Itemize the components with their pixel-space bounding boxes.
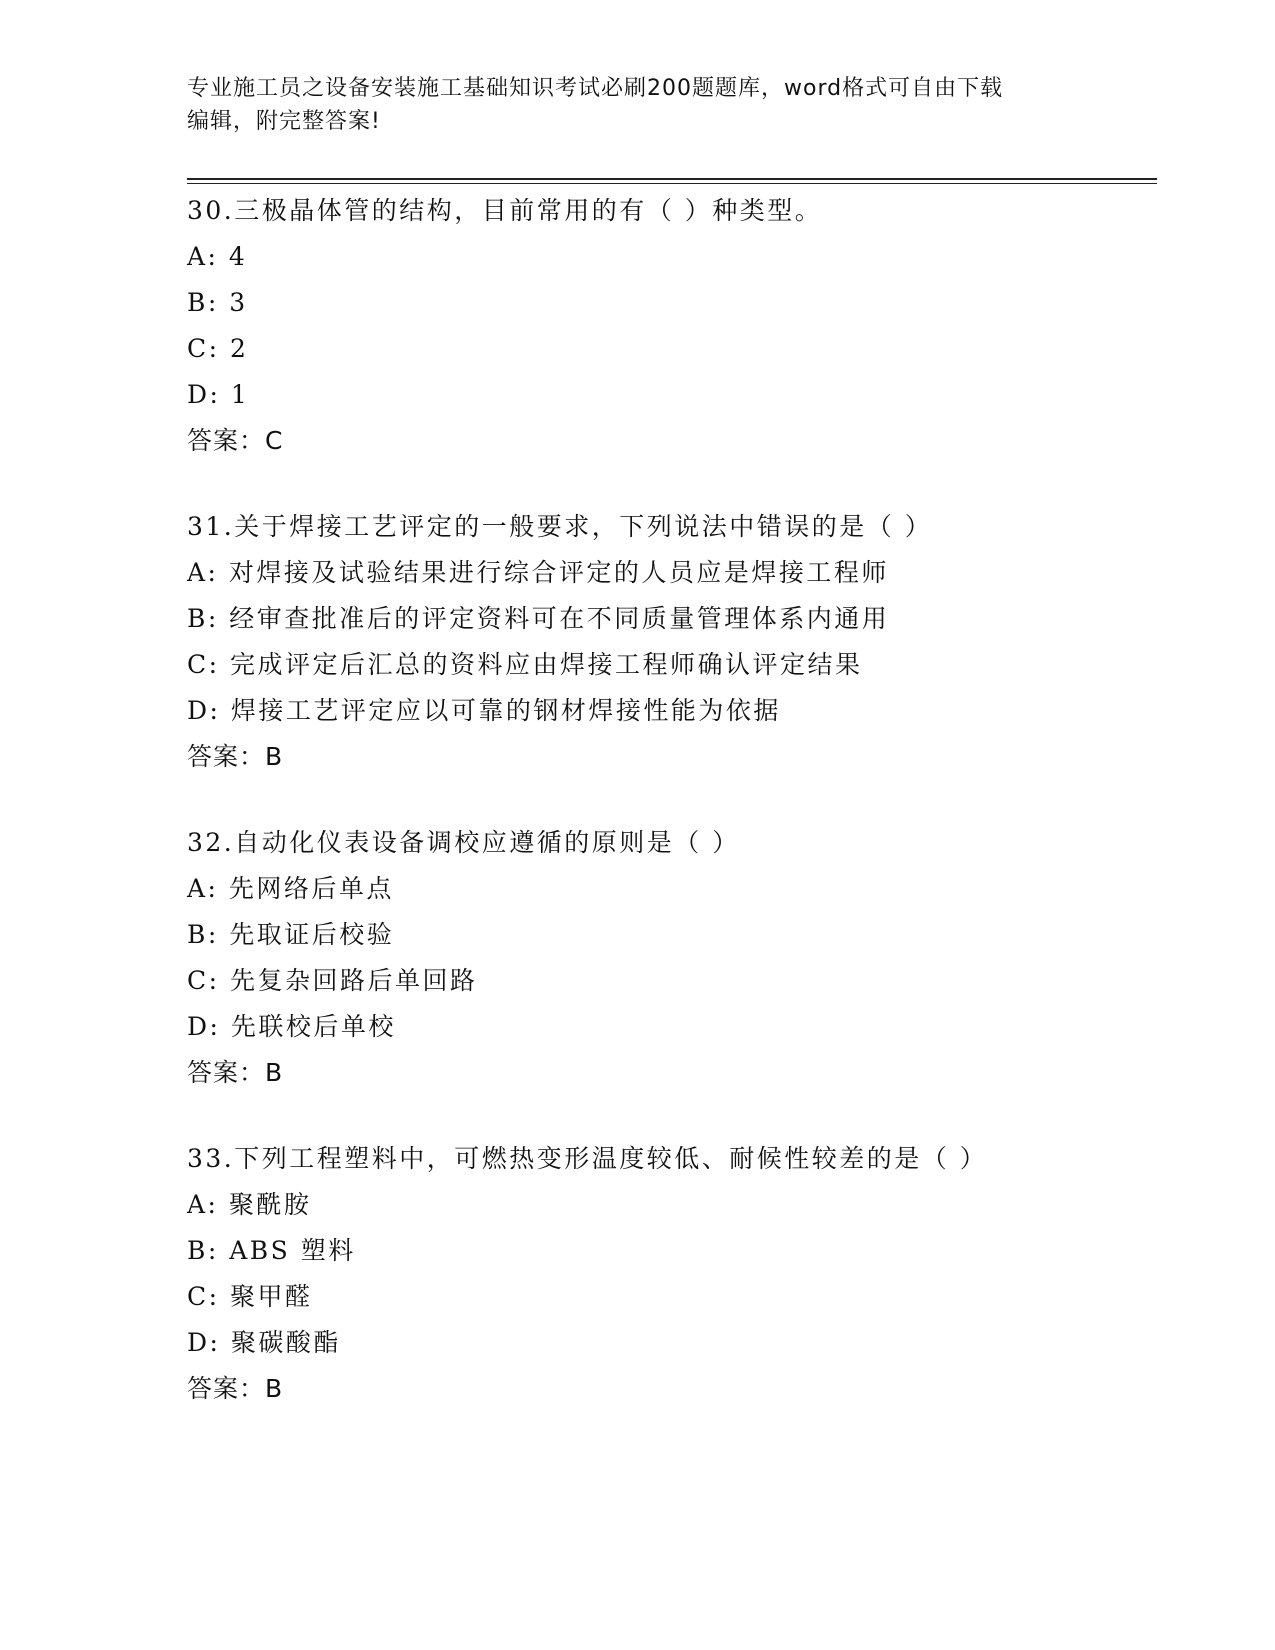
option-d: D: 1 xyxy=(187,380,250,409)
option-d: D: 聚碳酸酯 xyxy=(187,1328,341,1357)
question-31 xyxy=(187,504,1157,780)
header-title-line-1: 专业施工员之设备安装施工基础知识考试必刷200题题库，word格式可自由下载 xyxy=(187,76,1004,101)
question-stem: 32.自动化仪表设备调校应遵循的原则是（ ） xyxy=(187,828,740,857)
option-a: A: 先网络后单点 xyxy=(187,874,394,903)
option-c: C: 2 xyxy=(187,334,249,363)
document-header xyxy=(187,72,1087,138)
option-b: B: ABS 塑料 xyxy=(187,1236,356,1265)
option-a: A: 对焊接及试验结果进行综合评定的人员应是焊接工程师 xyxy=(187,558,889,587)
answer: 答案：B xyxy=(187,742,284,771)
option-d: D: 先联校后单校 xyxy=(187,1012,396,1041)
question-stem: 33.下列工程塑料中，可燃热变形温度较低、耐候性较差的是（ ） xyxy=(187,1144,988,1173)
option-a: A: 4 xyxy=(187,242,248,271)
option-b: B: 先取证后校验 xyxy=(187,920,395,949)
answer: 答案：B xyxy=(187,1374,284,1403)
option-c: C: 先复杂回路后单回路 xyxy=(187,966,478,995)
option-a: A: 聚酰胺 xyxy=(187,1190,312,1219)
option-c: C: 聚甲醛 xyxy=(187,1282,313,1311)
option-c: C: 完成评定后汇总的资料应由焊接工程师确认评定结果 xyxy=(187,650,863,679)
header-title-line-2: 编辑，附完整答案! xyxy=(187,109,381,134)
question-stem: 30.三极晶体管的结构，目前常用的有（ ）种类型。 xyxy=(187,196,823,225)
answer: 答案：C xyxy=(187,426,284,455)
question-stem: 31.关于焊接工艺评定的一般要求，下列说法中错误的是（ ） xyxy=(187,512,933,541)
question-30 xyxy=(187,188,1157,464)
question-list xyxy=(187,188,1157,1452)
question-33 xyxy=(187,1136,1157,1412)
answer: 答案：B xyxy=(187,1058,284,1087)
option-d: D: 焊接工艺评定应以可靠的钢材焊接性能为依据 xyxy=(187,696,781,725)
option-b: B: 经审查批准后的评定资料可在不同质量管理体系内通用 xyxy=(187,604,890,633)
header-divider-thin xyxy=(187,183,1157,184)
header-divider-thick xyxy=(187,178,1157,180)
question-32 xyxy=(187,820,1157,1096)
option-b: B: 3 xyxy=(187,288,248,317)
